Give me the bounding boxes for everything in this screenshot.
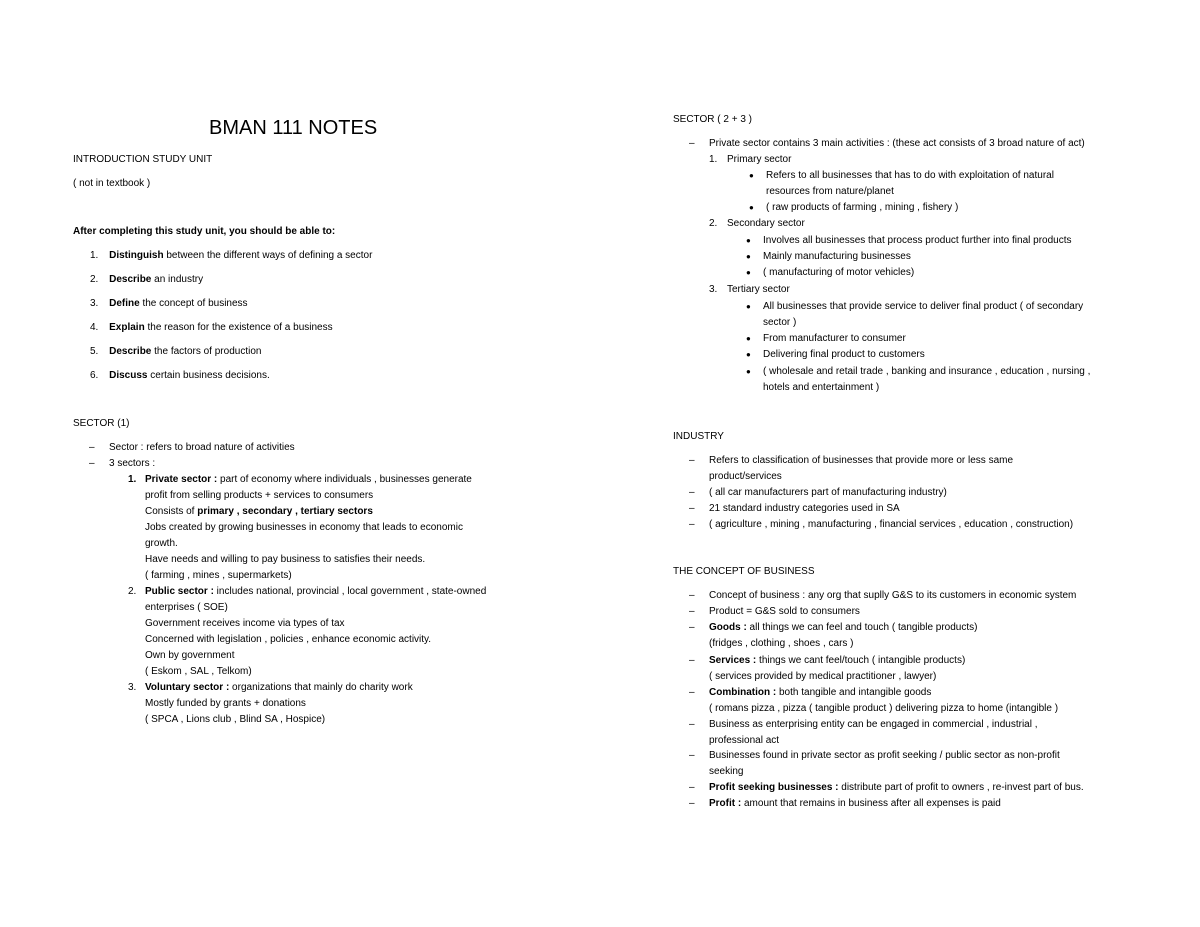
public-number: 2. — [128, 586, 137, 597]
dash-bullet: – — [89, 442, 95, 453]
tertiary-bullet-2: From manufacturer to consumer — [763, 333, 906, 344]
industry-line-4: ( agriculture , mining , manufacturing , financial services , education , construction) — [709, 519, 1074, 530]
dash-bullet: – — [689, 606, 695, 617]
private-subsectors: primary , secondary , tertiary sectors — [197, 506, 373, 517]
bullet-icon: ● — [749, 203, 754, 212]
private-line-5: growth. — [145, 538, 178, 549]
profit-text: amount that remains in business after all expenses is paid — [741, 798, 1001, 809]
bullet-icon: ● — [746, 236, 751, 245]
sector23-intro: Private sector contains 3 main activities : (these act consists of 3 broad nature of act) — [709, 138, 1085, 149]
page-title: BMAN 111 NOTES — [209, 117, 378, 139]
private-line-2: profit from selling products + services to consumers — [145, 490, 374, 501]
objective-number: 5. — [90, 346, 99, 357]
voluntary-line-3: ( SPCA , Lions club , Blind SA , Hospice) — [145, 714, 326, 725]
public-text: includes national, provincial , local government , state-owned — [213, 586, 487, 597]
dash-bullet: – — [689, 519, 695, 530]
voluntary-number: 3. — [128, 682, 137, 693]
combination-examples: ( romans pizza , pizza ( tangible product ) delivering pizza to home (intangible ) — [709, 703, 1059, 714]
profit-seeking-text: distribute part of profit to owners , re-invest part of bus. — [838, 782, 1084, 793]
intro-note: ( not in textbook ) — [73, 178, 151, 189]
concept-line-7a: Businesses found in private sector as profit seeking / public sector as non-profit — [709, 750, 1060, 761]
dash-bullet: – — [689, 719, 695, 730]
bullet-icon: ● — [746, 367, 751, 376]
industry-line-3: 21 standard industry categories used in SA — [709, 503, 900, 514]
primary-bullet-2: ( raw products of farming , mining , fishery ) — [766, 202, 959, 213]
dash-bullet: – — [689, 138, 695, 149]
objective-verb: Describe — [109, 346, 152, 357]
voluntary-line-2: Mostly funded by grants + donations — [145, 698, 306, 709]
bullet-icon: ● — [746, 252, 751, 261]
objective-item — [90, 296, 248, 312]
private-number: 1. — [128, 474, 137, 485]
dash-bullet: – — [689, 487, 695, 498]
bullet-icon: ● — [749, 171, 754, 180]
dash-bullet: – — [689, 455, 695, 466]
objective-number: 2. — [90, 274, 99, 285]
industry-heading: INDUSTRY — [673, 431, 724, 442]
primary-label: Primary sector — [727, 154, 792, 165]
concept-heading: THE CONCEPT OF BUSINESS — [673, 566, 815, 577]
dash-bullet: – — [689, 655, 695, 666]
bullet-icon: ● — [746, 302, 751, 311]
primary-number: 1. — [709, 154, 718, 165]
industry-line-1b: product/services — [709, 471, 782, 482]
secondary-label: Secondary sector — [727, 218, 805, 229]
sector23-heading: SECTOR ( 2 + 3 ) — [673, 114, 753, 125]
dash-bullet: – — [689, 782, 695, 793]
voluntary-label: Voluntary sector : — [145, 682, 230, 693]
objective-number: 6. — [90, 370, 99, 381]
private-line-3 — [145, 504, 373, 520]
profit-seeking-label: Profit seeking businesses : — [709, 782, 839, 793]
objective-number: 1. — [90, 250, 99, 261]
industry-line-2: ( all car manufacturers part of manufacturing industry) — [709, 487, 947, 498]
tertiary-label: Tertiary sector — [727, 284, 790, 295]
private-line-4: Jobs created by growing businesses in economy that leads to economic — [145, 522, 463, 533]
public-line-5: Own by government — [145, 650, 235, 661]
services-label: Services : — [709, 655, 757, 666]
objective-text: the factors of production — [151, 346, 262, 357]
primary-bullet-1b: resources from nature/planet — [766, 186, 894, 197]
public-line-1 — [145, 584, 486, 600]
private-line-6: Have needs and willing to pay business to satisfies their needs. — [145, 554, 426, 565]
public-line-3: Government receives income via types of tax — [145, 618, 345, 629]
private-consists: Consists of — [145, 506, 198, 517]
dash-bullet: – — [689, 750, 695, 761]
tertiary-bullet-3: Delivering final product to customers — [763, 349, 925, 360]
voluntary-text: organizations that mainly do charity work — [229, 682, 413, 693]
bullet-icon: ● — [746, 350, 751, 359]
goods-examples: (fridges , clothing , shoes , cars ) — [709, 638, 854, 649]
secondary-bullet-2: Mainly manufacturing businesses — [763, 251, 911, 262]
concept-services — [709, 653, 965, 669]
concept-line-6a: Business as enterprising entity can be engaged in commercial , industrial , — [709, 719, 1038, 730]
sector1-count: 3 sectors : — [109, 458, 156, 469]
bullet-icon: ● — [746, 268, 751, 277]
objective-item — [90, 248, 372, 264]
goods-label: Goods : — [709, 622, 747, 633]
objective-number: 3. — [90, 298, 99, 309]
tertiary-bullet-1b: sector ) — [763, 317, 797, 328]
tertiary-bullet-4b: hotels and entertainment ) — [763, 382, 880, 393]
goods-text: all things we can feel and touch ( tangible products) — [746, 622, 978, 633]
objective-verb: Distinguish — [109, 250, 164, 261]
secondary-bullet-3: ( manufacturing of motor vehicles) — [763, 267, 915, 278]
objective-verb: Explain — [109, 322, 145, 333]
services-examples: ( services provided by medical practitioner , lawyer) — [709, 671, 937, 682]
dash-bullet: – — [689, 622, 695, 633]
secondary-bullet-1: Involves all businesses that process product further into final products — [763, 235, 1072, 246]
public-line-4: Concerned with legislation , policies , enhance economic activity. — [145, 634, 432, 645]
private-text: part of economy where individuals , businesses generate — [217, 474, 472, 485]
objective-verb: Discuss — [109, 370, 148, 381]
tertiary-number: 3. — [709, 284, 718, 295]
private-label: Private sector : — [145, 474, 218, 485]
bullet-icon: ● — [746, 334, 751, 343]
dash-bullet: – — [689, 590, 695, 601]
dash-bullet: – — [89, 458, 95, 469]
objective-text: certain business decisions. — [147, 370, 270, 381]
industry-line-1a: Refers to classification of businesses that provide more or less same — [709, 455, 1014, 466]
concept-profit — [709, 796, 1001, 812]
objective-text: between the different ways of defining a sector — [163, 250, 373, 261]
objective-item — [90, 368, 270, 384]
private-line-7: ( farming , mines , supermarkets) — [145, 570, 292, 581]
objective-item — [90, 272, 203, 288]
intro-heading: INTRODUCTION STUDY UNIT — [73, 154, 213, 165]
primary-bullet-1a: Refers to all businesses that has to do with exploitation of natural — [766, 170, 1054, 181]
objective-text: the concept of business — [139, 298, 248, 309]
concept-goods — [709, 620, 977, 636]
services-text: things we cant feel/touch ( intangible products) — [756, 655, 966, 666]
objective-item — [90, 344, 261, 360]
objectives-lead: After completing this study unit, you should be able to: — [73, 226, 336, 237]
tertiary-bullet-1a: All businesses that provide service to deliver final product ( of secondary — [763, 301, 1084, 312]
dash-bullet: – — [689, 687, 695, 698]
secondary-number: 2. — [709, 218, 718, 229]
public-line-6: ( Eskom , SAL , Telkom) — [145, 666, 252, 677]
public-label: Public sector : — [145, 586, 214, 597]
objective-text: an industry — [151, 274, 204, 285]
objective-text: the reason for the existence of a business — [144, 322, 333, 333]
sector1-heading: SECTOR (1) — [73, 418, 130, 429]
concept-line-2: Product = G&S sold to consumers — [709, 606, 860, 617]
concept-line-6b: professional act — [709, 735, 780, 746]
combination-label: Combination : — [709, 687, 777, 698]
dash-bullet: – — [689, 798, 695, 809]
concept-combination — [709, 685, 931, 701]
concept-line-7b: seeking — [709, 766, 744, 777]
profit-label: Profit : — [709, 798, 742, 809]
objective-item — [90, 320, 333, 336]
objective-verb: Define — [109, 298, 140, 309]
combination-text: both tangible and intangible goods — [776, 687, 932, 698]
objective-verb: Describe — [109, 274, 152, 285]
tertiary-bullet-4a: ( wholesale and retail trade , banking and insurance , education , nursing , — [763, 366, 1091, 377]
concept-line-1: Concept of business : any org that suplly G&S to its customers in economic system — [709, 590, 1077, 601]
voluntary-line-1 — [145, 680, 413, 696]
public-line-2: enterprises ( SOE) — [145, 602, 228, 613]
sector1-definition: Sector : refers to broad nature of activities — [109, 442, 295, 453]
dash-bullet: – — [689, 503, 695, 514]
concept-profit-seeking — [709, 780, 1084, 796]
private-line-1 — [145, 472, 472, 488]
objective-number: 4. — [90, 322, 99, 333]
